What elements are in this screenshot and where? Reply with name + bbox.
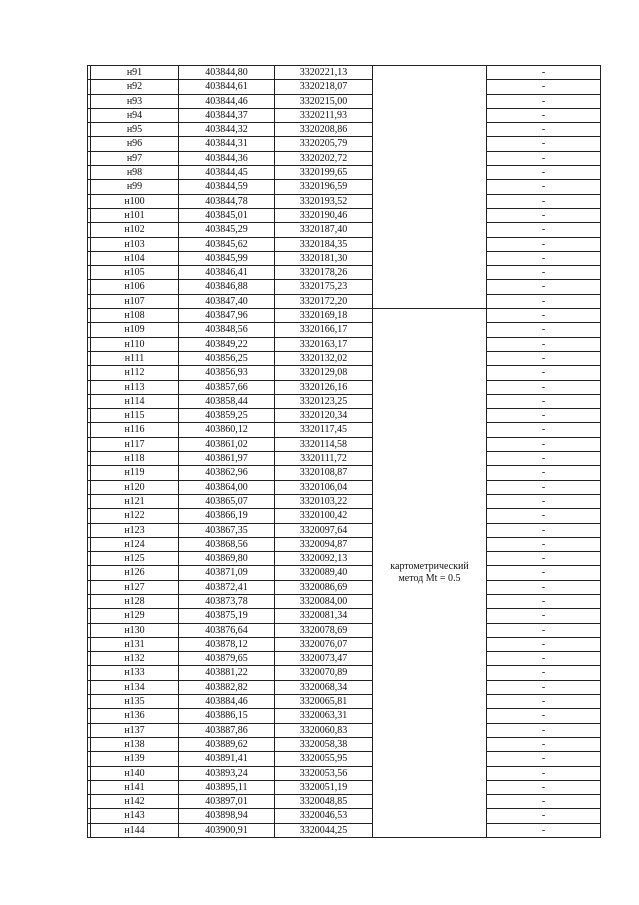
accuracy-cell: - bbox=[487, 366, 601, 380]
table-row bbox=[88, 637, 601, 651]
accuracy-cell: - bbox=[487, 452, 601, 466]
coordinate-x-cell: 403893,24 bbox=[179, 766, 275, 780]
point-name-cell: н134 bbox=[91, 680, 179, 694]
point-name-cell: н121 bbox=[91, 494, 179, 508]
point-name-cell: н117 bbox=[91, 437, 179, 451]
table-row bbox=[88, 452, 601, 466]
accuracy-cell: - bbox=[487, 766, 601, 780]
point-name-cell: н101 bbox=[91, 208, 179, 222]
coordinate-y-cell: 3320078,69 bbox=[275, 623, 373, 637]
point-name-cell: н107 bbox=[91, 294, 179, 308]
coordinate-x-cell: 403898,94 bbox=[179, 809, 275, 823]
coordinate-y-cell: 3320055,95 bbox=[275, 752, 373, 766]
point-name-cell: н130 bbox=[91, 623, 179, 637]
coordinate-x-cell: 403846,88 bbox=[179, 280, 275, 294]
point-name-cell: н115 bbox=[91, 409, 179, 423]
coordinate-y-cell: 3320202,72 bbox=[275, 151, 373, 165]
coordinate-y-cell: 3320106,04 bbox=[275, 480, 373, 494]
accuracy-cell: - bbox=[487, 623, 601, 637]
point-name-cell: н91 bbox=[91, 66, 179, 80]
coordinate-y-cell: 3320208,86 bbox=[275, 123, 373, 137]
point-name-cell: н125 bbox=[91, 552, 179, 566]
point-name-cell: н102 bbox=[91, 223, 179, 237]
coordinate-x-cell: 403865,07 bbox=[179, 494, 275, 508]
coordinate-x-cell: 403895,11 bbox=[179, 780, 275, 794]
table-row bbox=[88, 123, 601, 137]
coordinates-table-body bbox=[88, 66, 601, 838]
coordinate-x-cell: 403845,29 bbox=[179, 223, 275, 237]
coordinate-y-cell: 3320084,00 bbox=[275, 594, 373, 608]
table-row bbox=[88, 237, 601, 251]
point-name-cell: н105 bbox=[91, 266, 179, 280]
table-row bbox=[88, 380, 601, 394]
coordinate-y-cell: 3320175,23 bbox=[275, 280, 373, 294]
accuracy-cell: - bbox=[487, 208, 601, 222]
coordinate-y-cell: 3320092,13 bbox=[275, 552, 373, 566]
accuracy-cell: - bbox=[487, 423, 601, 437]
table-row bbox=[88, 294, 601, 308]
point-name-cell: н99 bbox=[91, 180, 179, 194]
coordinate-y-cell: 3320129,08 bbox=[275, 366, 373, 380]
accuracy-cell: - bbox=[487, 680, 601, 694]
table-row bbox=[88, 166, 601, 180]
coordinate-y-cell: 3320114,58 bbox=[275, 437, 373, 451]
point-name-cell: н109 bbox=[91, 323, 179, 337]
accuracy-cell: - bbox=[487, 566, 601, 580]
coordinate-x-cell: 403886,15 bbox=[179, 709, 275, 723]
point-name-cell: н113 bbox=[91, 380, 179, 394]
coordinate-y-cell: 3320076,07 bbox=[275, 637, 373, 651]
coordinate-y-cell: 3320117,45 bbox=[275, 423, 373, 437]
accuracy-cell: - bbox=[487, 66, 601, 80]
table-row bbox=[88, 180, 601, 194]
point-name-cell: н111 bbox=[91, 351, 179, 365]
table-row bbox=[88, 823, 601, 837]
accuracy-cell: - bbox=[487, 666, 601, 680]
table-row bbox=[88, 409, 601, 423]
accuracy-cell: - bbox=[487, 823, 601, 837]
table-row bbox=[88, 437, 601, 451]
table-row bbox=[88, 609, 601, 623]
table-row bbox=[88, 623, 601, 637]
point-name-cell: н93 bbox=[91, 94, 179, 108]
accuracy-cell: - bbox=[487, 123, 601, 137]
accuracy-cell: - bbox=[487, 280, 601, 294]
table-row bbox=[88, 537, 601, 551]
coordinate-y-cell: 3320086,69 bbox=[275, 580, 373, 594]
point-name-cell: н104 bbox=[91, 251, 179, 265]
point-name-cell: н138 bbox=[91, 737, 179, 751]
coordinate-y-cell: 3320060,83 bbox=[275, 723, 373, 737]
point-name-cell: н98 bbox=[91, 166, 179, 180]
accuracy-cell: - bbox=[487, 509, 601, 523]
point-name-cell: н100 bbox=[91, 194, 179, 208]
coordinates-table bbox=[87, 65, 601, 838]
coordinate-x-cell: 403844,80 bbox=[179, 66, 275, 80]
table-row bbox=[88, 509, 601, 523]
coordinate-y-cell: 3320123,25 bbox=[275, 394, 373, 408]
point-name-cell: н120 bbox=[91, 480, 179, 494]
method-text-line2: метод Mt = 0.5 bbox=[398, 573, 461, 585]
coordinate-y-cell: 3320048,85 bbox=[275, 795, 373, 809]
coordinate-x-cell: 403881,22 bbox=[179, 666, 275, 680]
coordinate-y-cell: 3320184,35 bbox=[275, 237, 373, 251]
accuracy-cell: - bbox=[487, 594, 601, 608]
coordinate-y-cell: 3320211,93 bbox=[275, 108, 373, 122]
coordinate-y-cell: 3320065,81 bbox=[275, 695, 373, 709]
coordinate-x-cell: 403869,80 bbox=[179, 552, 275, 566]
point-name-cell: н129 bbox=[91, 609, 179, 623]
point-name-cell: н118 bbox=[91, 452, 179, 466]
accuracy-cell: - bbox=[487, 809, 601, 823]
accuracy-cell: - bbox=[487, 437, 601, 451]
accuracy-cell: - bbox=[487, 380, 601, 394]
table-row bbox=[88, 251, 601, 265]
coordinate-x-cell: 403856,25 bbox=[179, 351, 275, 365]
coordinate-y-cell: 3320169,18 bbox=[275, 309, 373, 323]
coordinate-x-cell: 403844,32 bbox=[179, 123, 275, 137]
accuracy-cell: - bbox=[487, 251, 601, 265]
coordinate-x-cell: 403856,93 bbox=[179, 366, 275, 380]
coordinate-x-cell: 403844,46 bbox=[179, 94, 275, 108]
coordinate-x-cell: 403844,59 bbox=[179, 180, 275, 194]
point-name-cell: н96 bbox=[91, 137, 179, 151]
table-row bbox=[88, 337, 601, 351]
coordinate-x-cell: 403844,61 bbox=[179, 80, 275, 94]
coordinate-y-cell: 3320178,26 bbox=[275, 266, 373, 280]
table-row bbox=[88, 795, 601, 809]
coordinate-x-cell: 403844,45 bbox=[179, 166, 275, 180]
accuracy-cell: - bbox=[487, 552, 601, 566]
table-row bbox=[88, 208, 601, 222]
accuracy-cell: - bbox=[487, 609, 601, 623]
point-name-cell: н135 bbox=[91, 695, 179, 709]
table-row bbox=[88, 151, 601, 165]
accuracy-cell: - bbox=[487, 394, 601, 408]
point-name-cell: н127 bbox=[91, 580, 179, 594]
coordinate-y-cell: 3320046,53 bbox=[275, 809, 373, 823]
table-row bbox=[88, 423, 601, 437]
coordinate-x-cell: 403887,86 bbox=[179, 723, 275, 737]
coordinate-y-cell: 3320097,64 bbox=[275, 523, 373, 537]
accuracy-cell: - bbox=[487, 466, 601, 480]
table-row bbox=[88, 652, 601, 666]
coordinate-x-cell: 403844,78 bbox=[179, 194, 275, 208]
coordinate-x-cell: 403846,41 bbox=[179, 266, 275, 280]
table-row bbox=[88, 394, 601, 408]
accuracy-cell: - bbox=[487, 695, 601, 709]
accuracy-cell: - bbox=[487, 94, 601, 108]
accuracy-cell: - bbox=[487, 337, 601, 351]
table-row bbox=[88, 94, 601, 108]
accuracy-cell: - bbox=[487, 723, 601, 737]
table-row bbox=[88, 466, 601, 480]
point-name-cell: н116 bbox=[91, 423, 179, 437]
accuracy-cell: - bbox=[487, 480, 601, 494]
coordinate-x-cell: 403866,19 bbox=[179, 509, 275, 523]
coordinate-y-cell: 3320196,59 bbox=[275, 180, 373, 194]
coordinate-y-cell: 3320172,20 bbox=[275, 294, 373, 308]
coordinate-x-cell: 403882,82 bbox=[179, 680, 275, 694]
coordinate-x-cell: 403859,25 bbox=[179, 409, 275, 423]
coordinate-y-cell: 3320089,40 bbox=[275, 566, 373, 580]
point-name-cell: н133 bbox=[91, 666, 179, 680]
table-row bbox=[88, 737, 601, 751]
point-name-cell: н143 bbox=[91, 809, 179, 823]
point-name-cell: н137 bbox=[91, 723, 179, 737]
accuracy-cell: - bbox=[487, 294, 601, 308]
point-name-cell: н144 bbox=[91, 823, 179, 837]
table-row bbox=[88, 594, 601, 608]
coordinate-y-cell: 3320221,13 bbox=[275, 66, 373, 80]
point-name-cell: н112 bbox=[91, 366, 179, 380]
point-name-cell: н139 bbox=[91, 752, 179, 766]
coordinate-x-cell: 403860,12 bbox=[179, 423, 275, 437]
table-row bbox=[88, 266, 601, 280]
table-row bbox=[88, 309, 601, 323]
point-name-cell: н136 bbox=[91, 709, 179, 723]
coordinate-y-cell: 3320063,31 bbox=[275, 709, 373, 723]
coordinate-y-cell: 3320053,56 bbox=[275, 766, 373, 780]
table-row bbox=[88, 523, 601, 537]
coordinate-x-cell: 403876,64 bbox=[179, 623, 275, 637]
accuracy-cell: - bbox=[487, 637, 601, 651]
coordinate-x-cell: 403858,44 bbox=[179, 394, 275, 408]
coordinate-x-cell: 403861,02 bbox=[179, 437, 275, 451]
coordinate-x-cell: 403867,35 bbox=[179, 523, 275, 537]
coordinate-y-cell: 3320132,02 bbox=[275, 351, 373, 365]
coordinate-x-cell: 403845,99 bbox=[179, 251, 275, 265]
coordinate-y-cell: 3320163,17 bbox=[275, 337, 373, 351]
coordinate-x-cell: 403873,78 bbox=[179, 594, 275, 608]
accuracy-cell: - bbox=[487, 409, 601, 423]
table-row bbox=[88, 280, 601, 294]
point-name-cell: н114 bbox=[91, 394, 179, 408]
table-row bbox=[88, 480, 601, 494]
coordinate-y-cell: 3320094,87 bbox=[275, 537, 373, 551]
point-name-cell: н106 bbox=[91, 280, 179, 294]
table-row bbox=[88, 552, 601, 566]
coordinate-y-cell: 3320126,16 bbox=[275, 380, 373, 394]
point-name-cell: н92 bbox=[91, 80, 179, 94]
point-name-cell: н140 bbox=[91, 766, 179, 780]
coordinate-x-cell: 403844,31 bbox=[179, 137, 275, 151]
coordinate-x-cell: 403845,62 bbox=[179, 237, 275, 251]
table-row bbox=[88, 709, 601, 723]
point-name-cell: н95 bbox=[91, 123, 179, 137]
table-row bbox=[88, 80, 601, 94]
point-name-cell: н122 bbox=[91, 509, 179, 523]
accuracy-cell: - bbox=[487, 752, 601, 766]
table-row bbox=[88, 723, 601, 737]
point-name-cell: н119 bbox=[91, 466, 179, 480]
accuracy-cell: - bbox=[487, 494, 601, 508]
accuracy-cell: - bbox=[487, 309, 601, 323]
accuracy-cell: - bbox=[487, 351, 601, 365]
table-row bbox=[88, 108, 601, 122]
point-name-cell: н94 bbox=[91, 108, 179, 122]
point-name-cell: н108 bbox=[91, 309, 179, 323]
coordinate-y-cell: 3320068,34 bbox=[275, 680, 373, 694]
table-row bbox=[88, 494, 601, 508]
table-row bbox=[88, 680, 601, 694]
coordinate-x-cell: 403861,97 bbox=[179, 452, 275, 466]
coordinate-y-cell: 3320190,46 bbox=[275, 208, 373, 222]
accuracy-cell: - bbox=[487, 323, 601, 337]
point-name-cell: н123 bbox=[91, 523, 179, 537]
accuracy-cell: - bbox=[487, 194, 601, 208]
coordinate-y-cell: 3320108,87 bbox=[275, 466, 373, 480]
table-row bbox=[88, 351, 601, 365]
table-row bbox=[88, 695, 601, 709]
coordinate-y-cell: 3320044,25 bbox=[275, 823, 373, 837]
coordinate-x-cell: 403879,65 bbox=[179, 652, 275, 666]
coordinate-x-cell: 403847,96 bbox=[179, 309, 275, 323]
coordinate-x-cell: 403891,41 bbox=[179, 752, 275, 766]
coordinate-y-cell: 3320193,52 bbox=[275, 194, 373, 208]
accuracy-cell: - bbox=[487, 151, 601, 165]
point-name-cell: н142 bbox=[91, 795, 179, 809]
accuracy-cell: - bbox=[487, 795, 601, 809]
table-row bbox=[88, 752, 601, 766]
accuracy-cell: - bbox=[487, 580, 601, 594]
coordinate-y-cell: 3320103,22 bbox=[275, 494, 373, 508]
coordinate-y-cell: 3320081,34 bbox=[275, 609, 373, 623]
method-text-line1: картометрический bbox=[390, 561, 469, 573]
point-name-cell: н132 bbox=[91, 652, 179, 666]
point-name-cell: н128 bbox=[91, 594, 179, 608]
accuracy-cell: - bbox=[487, 652, 601, 666]
accuracy-cell: - bbox=[487, 166, 601, 180]
coordinate-y-cell: 3320100,42 bbox=[275, 509, 373, 523]
accuracy-cell: - bbox=[487, 137, 601, 151]
coordinate-x-cell: 403847,40 bbox=[179, 294, 275, 308]
table-row bbox=[88, 323, 601, 337]
coordinate-x-cell: 403857,66 bbox=[179, 380, 275, 394]
accuracy-cell: - bbox=[487, 537, 601, 551]
coordinate-x-cell: 403868,56 bbox=[179, 537, 275, 551]
coordinate-x-cell: 403875,19 bbox=[179, 609, 275, 623]
coordinate-y-cell: 3320215,00 bbox=[275, 94, 373, 108]
coordinate-y-cell: 3320205,79 bbox=[275, 137, 373, 151]
accuracy-cell: - bbox=[487, 223, 601, 237]
coordinate-y-cell: 3320070,89 bbox=[275, 666, 373, 680]
accuracy-cell: - bbox=[487, 737, 601, 751]
coordinate-x-cell: 403849,22 bbox=[179, 337, 275, 351]
accuracy-cell: - bbox=[487, 266, 601, 280]
coordinate-y-cell: 3320073,47 bbox=[275, 652, 373, 666]
table-row bbox=[88, 366, 601, 380]
accuracy-cell: - bbox=[487, 709, 601, 723]
coordinate-x-cell: 403844,36 bbox=[179, 151, 275, 165]
coordinate-x-cell: 403844,37 bbox=[179, 108, 275, 122]
coordinate-x-cell: 403845,01 bbox=[179, 208, 275, 222]
coordinate-y-cell: 3320111,72 bbox=[275, 452, 373, 466]
point-name-cell: н126 bbox=[91, 566, 179, 580]
accuracy-cell: - bbox=[487, 523, 601, 537]
table-row bbox=[88, 223, 601, 237]
point-name-cell: н110 bbox=[91, 337, 179, 351]
coordinate-x-cell: 403862,96 bbox=[179, 466, 275, 480]
table-row bbox=[88, 566, 601, 580]
table-row bbox=[88, 780, 601, 794]
table-row bbox=[88, 137, 601, 151]
table-row bbox=[88, 766, 601, 780]
point-name-cell: н124 bbox=[91, 537, 179, 551]
method-cell-empty bbox=[373, 66, 487, 309]
coordinate-y-cell: 3320166,17 bbox=[275, 323, 373, 337]
table-row bbox=[88, 666, 601, 680]
coordinate-y-cell: 3320187,40 bbox=[275, 223, 373, 237]
coordinate-y-cell: 3320058,38 bbox=[275, 737, 373, 751]
accuracy-cell: - bbox=[487, 780, 601, 794]
method-cell bbox=[373, 309, 487, 838]
table-row bbox=[88, 194, 601, 208]
coordinate-x-cell: 403848,56 bbox=[179, 323, 275, 337]
table-row bbox=[88, 809, 601, 823]
coordinate-y-cell: 3320120,34 bbox=[275, 409, 373, 423]
coordinate-x-cell: 403871,09 bbox=[179, 566, 275, 580]
coordinate-y-cell: 3320181,30 bbox=[275, 251, 373, 265]
coordinate-x-cell: 403889,62 bbox=[179, 737, 275, 751]
accuracy-cell: - bbox=[487, 237, 601, 251]
point-name-cell: н131 bbox=[91, 637, 179, 651]
accuracy-cell: - bbox=[487, 80, 601, 94]
coordinate-x-cell: 403900,91 bbox=[179, 823, 275, 837]
coordinate-y-cell: 3320051,19 bbox=[275, 780, 373, 794]
table-row bbox=[88, 580, 601, 594]
coordinate-x-cell: 403872,41 bbox=[179, 580, 275, 594]
accuracy-cell: - bbox=[487, 180, 601, 194]
coordinate-x-cell: 403884,46 bbox=[179, 695, 275, 709]
point-name-cell: н103 bbox=[91, 237, 179, 251]
coordinate-y-cell: 3320218,07 bbox=[275, 80, 373, 94]
coordinate-y-cell: 3320199,65 bbox=[275, 166, 373, 180]
point-name-cell: н97 bbox=[91, 151, 179, 165]
table-row bbox=[88, 66, 601, 80]
point-name-cell: н141 bbox=[91, 780, 179, 794]
coordinate-x-cell: 403864,00 bbox=[179, 480, 275, 494]
coordinate-x-cell: 403897,01 bbox=[179, 795, 275, 809]
coordinate-x-cell: 403878,12 bbox=[179, 637, 275, 651]
accuracy-cell: - bbox=[487, 108, 601, 122]
